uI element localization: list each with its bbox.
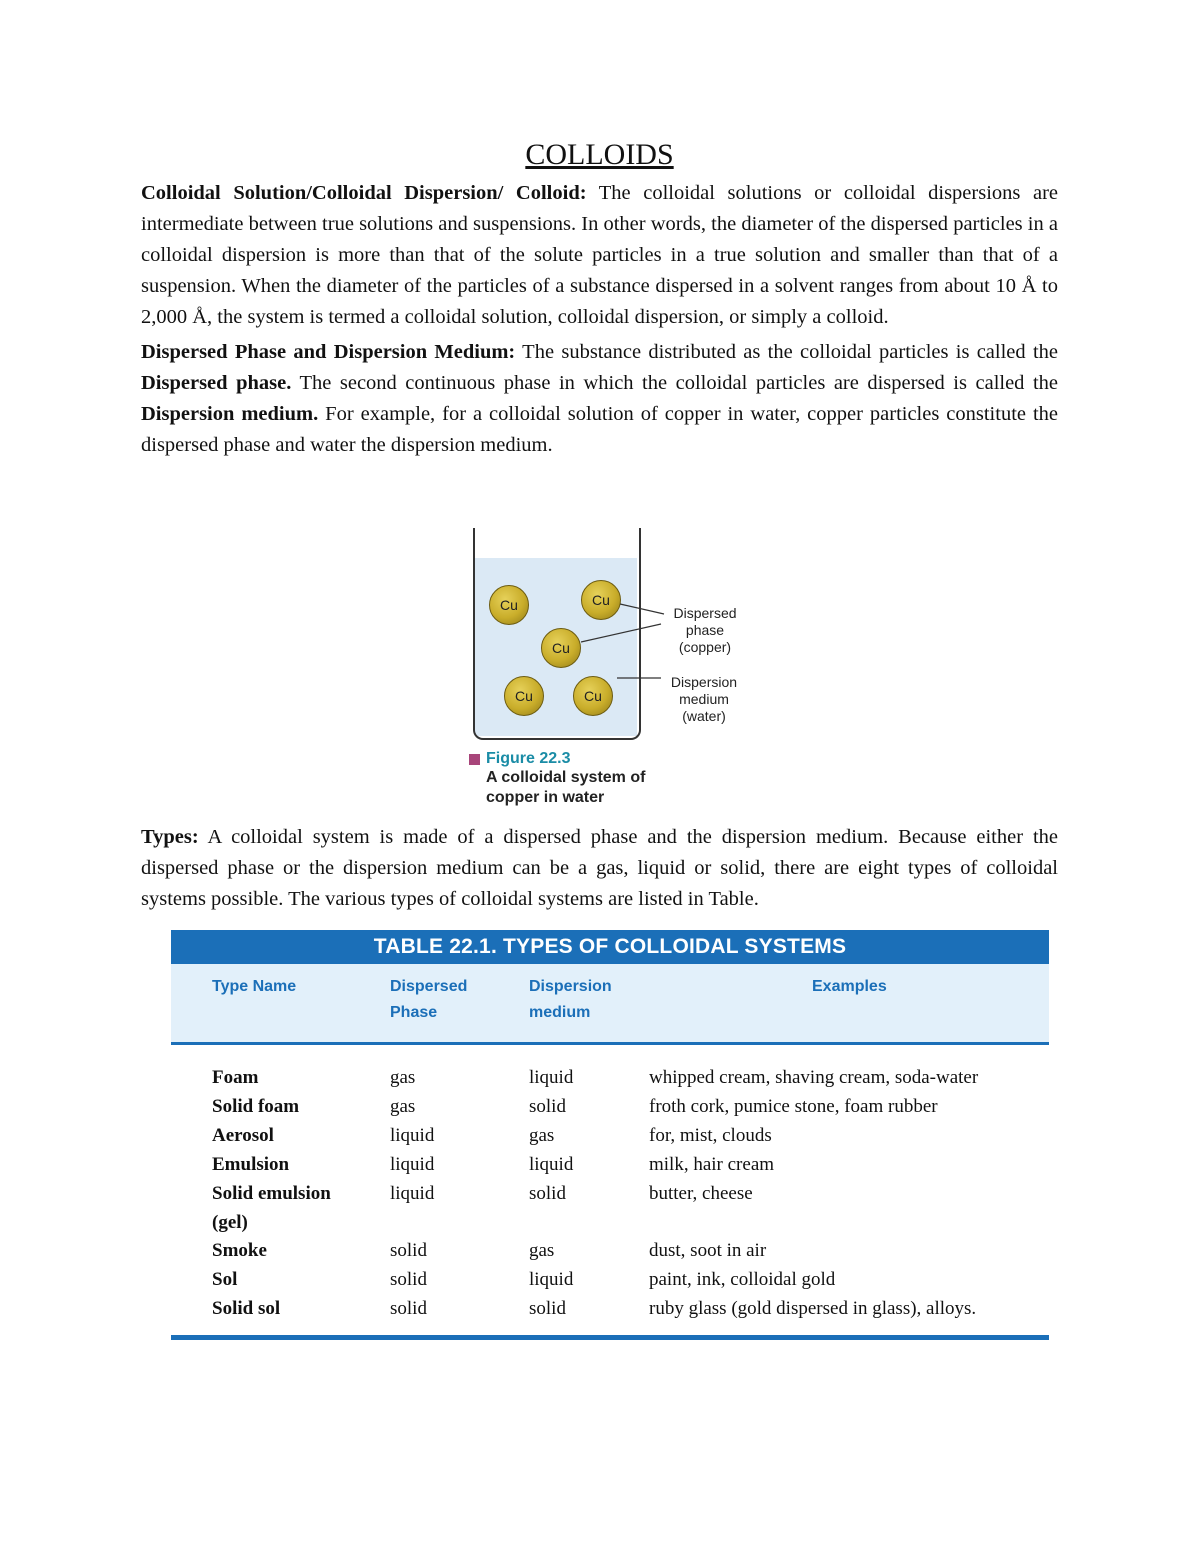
cell-dispersed: solid [390, 1240, 427, 1261]
square-marker-icon [469, 754, 480, 765]
cell-dispersed: solid [390, 1298, 427, 1319]
cell-medium: liquid [529, 1067, 574, 1088]
phase-medium-text-3: For example, for a colloidal solution of copper in water, copper particles constitute the dispersed phase and water the dispersion medium. [141, 403, 1058, 456]
table-row [171, 1179, 1049, 1236]
types-text: A colloidal system is made of a dispersed phase and the dispersion medium. Because either the dispersed phase or the dispersion medium can be a gas, liquid or solid, there are eight types of colloidal systems possible. The various types of colloidal systems are listed in Table. [141, 826, 1058, 910]
cell-medium: solid [529, 1183, 566, 1204]
cell-medium: gas [529, 1125, 555, 1146]
colloid-types-table [171, 930, 1049, 1340]
cell-medium: liquid [529, 1154, 574, 1175]
cell-medium: solid [529, 1096, 566, 1117]
table-row [171, 1150, 1049, 1179]
copper-particle: Cu [581, 580, 621, 620]
cell-type-name: Solid sol [212, 1298, 281, 1319]
phase-medium-text-1: The substance distributed as the colloidal particles is called the [515, 341, 1058, 363]
cell-type-name: Emulsion [212, 1154, 290, 1175]
cell-medium: gas [529, 1240, 555, 1261]
table-row [171, 1294, 1049, 1323]
copper-particle: Cu [541, 628, 581, 668]
cell-dispersed: solid [390, 1269, 427, 1290]
cell-type-name: Sol [212, 1269, 238, 1290]
page-title: COLLOIDS [525, 138, 674, 171]
header-dispersed-phase: Dispersed Phase [390, 978, 468, 1021]
colloid-figure [469, 528, 769, 813]
figure-caption-line-1: A colloidal system of [486, 769, 646, 786]
cell-dispersed: gas [390, 1067, 416, 1088]
cell-type-name: Solid emulsion (gel) [212, 1183, 331, 1233]
cell-dispersed: liquid [390, 1154, 435, 1175]
figure-number: Figure 22.3 [486, 750, 571, 767]
cell-examples: froth cork, pumice stone, foam rubber [649, 1096, 938, 1117]
colloid-definition-paragraph [141, 178, 1058, 333]
cell-examples: dust, soot in air [649, 1240, 767, 1261]
phase-medium-heading: Dispersed Phase and Dispersion Medium: [141, 341, 516, 363]
cell-examples: whipped cream, shaving cream, soda-water [649, 1067, 979, 1088]
dispersed-phase-label: Dispersed phase (copper) [673, 605, 737, 655]
dispersion-medium-label: Dispersion medium (water) [670, 674, 738, 724]
cell-medium: liquid [529, 1269, 574, 1290]
cell-dispersed: liquid [390, 1183, 435, 1204]
phase-medium-text-2: The second continuous phase in which the colloidal particles are dispersed is called the [291, 372, 1058, 394]
table-row [171, 1121, 1049, 1150]
cell-medium: solid [529, 1298, 566, 1319]
table-title: TABLE 22.1. TYPES OF COLLOIDAL SYSTEMS [171, 930, 1049, 964]
header-type-name: Type Name [212, 978, 297, 995]
table-row [171, 1265, 1049, 1294]
types-section [141, 822, 1058, 915]
colloid-definition-heading: Colloidal Solution/Colloidal Dispersion/ Colloid: [141, 182, 587, 204]
header-dispersion-medium: Dispersion medium [529, 978, 612, 1021]
colloid-definition-text: The colloidal solutions or colloidal dispersions are intermediate between true solutions and suspensions. In other words, the diameter of the dispersed particles in a colloidal dispersion is more than that of the solute particles in a true solution and smaller than that of a suspension. When the diameter of the particles of a substance dispersed in a solvent ranges from about 10 Å to 2,000 Å, the system is termed a colloidal solution, colloidal dispersion, or simply a colloid. [141, 182, 1058, 328]
phase-medium-paragraph [141, 337, 1058, 461]
table-body [171, 1045, 1049, 1340]
types-paragraph [141, 822, 1058, 915]
dispersion-medium-term: Dispersion medium. [141, 403, 319, 425]
copper-particle: Cu [489, 585, 529, 625]
cell-type-name: Smoke [212, 1240, 267, 1261]
cell-type-name: Aerosol [212, 1125, 274, 1146]
cell-type-name: Foam [212, 1067, 259, 1088]
table-row [171, 1236, 1049, 1265]
cell-examples: for, mist, clouds [649, 1125, 772, 1146]
cell-dispersed: gas [390, 1096, 416, 1117]
cell-examples: butter, cheese [649, 1183, 753, 1204]
cell-examples: ruby glass (gold dispersed in glass), alloys. [649, 1298, 977, 1319]
cell-dispersed: liquid [390, 1125, 435, 1146]
types-heading: Types: [141, 826, 199, 848]
figure-caption [469, 750, 645, 808]
cell-examples: paint, ink, colloidal gold [649, 1269, 836, 1290]
document-page [141, 138, 1058, 461]
table-row [171, 1092, 1049, 1121]
cell-type-name: Solid foam [212, 1096, 300, 1117]
dispersed-phase-term: Dispersed phase. [141, 372, 292, 394]
header-examples: Examples [812, 978, 887, 995]
table-header-row [171, 964, 1049, 1045]
table-row [171, 1063, 1049, 1092]
copper-particle: Cu [504, 676, 544, 716]
figure-caption-line-2: copper in water [486, 789, 605, 806]
copper-particle: Cu [573, 676, 613, 716]
cell-examples: milk, hair cream [649, 1154, 775, 1175]
